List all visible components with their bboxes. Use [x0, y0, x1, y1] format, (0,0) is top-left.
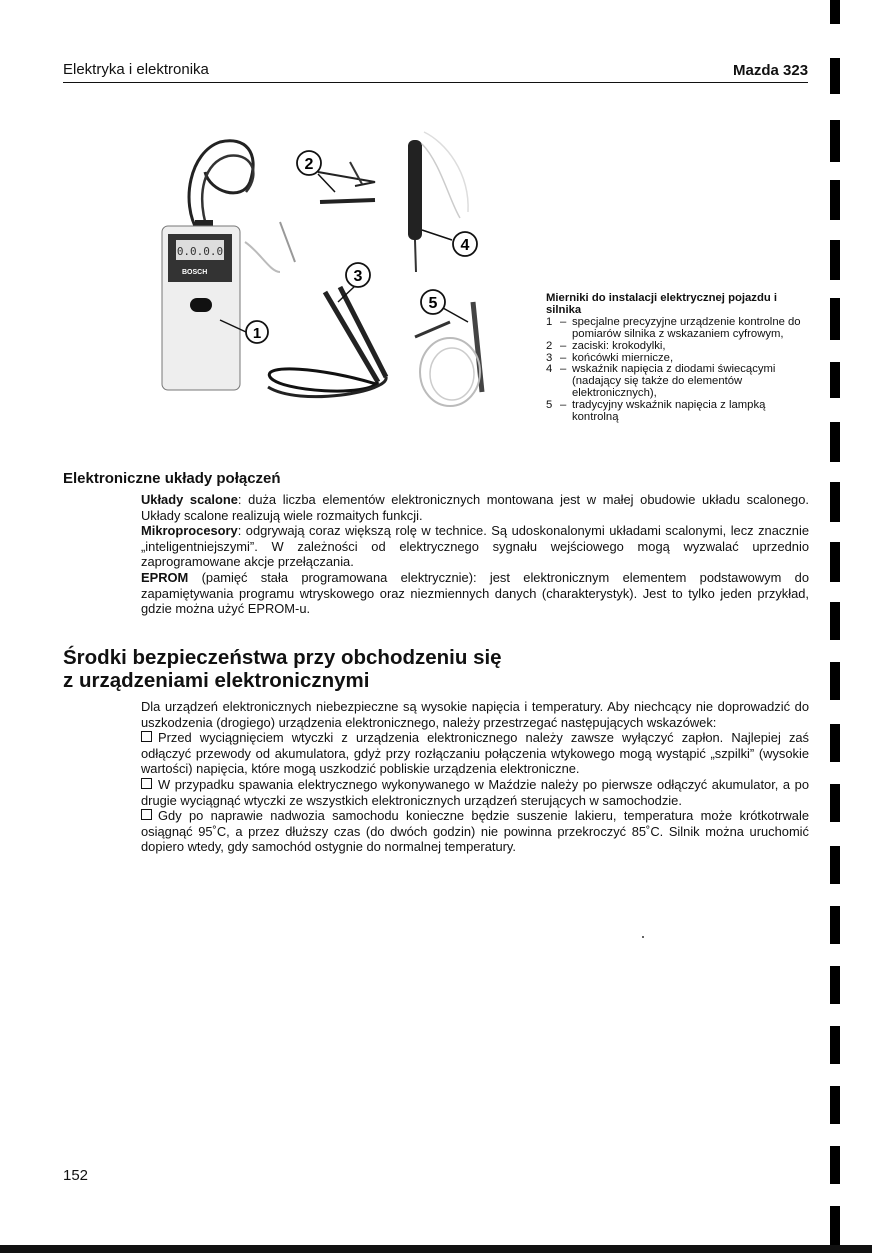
running-header-model: Mazda 323	[733, 62, 809, 79]
safety-item	[141, 808, 809, 855]
caption-item: 1 – specjalne precyzyjne urządzenie kontrolne do pomiarów silnika z wskazaniem cyfrowym,	[546, 317, 811, 341]
caption-item: 4 – wskaźnik napięcia z diodami świecącymi (nadający się także do elementów elektronicznych),	[546, 364, 811, 400]
callout-label-1: 1	[252, 325, 262, 342]
caption-item-text: wskaźnik napięcia z diodami świecącymi (nadający się także do elementów elektronicznych),	[572, 363, 776, 400]
caption-item-number: 2	[546, 339, 553, 352]
edge-mark	[830, 1206, 840, 1246]
page-number: 152	[63, 1167, 89, 1184]
safety-item	[141, 777, 809, 808]
edge-mark	[830, 724, 840, 762]
edge-mark	[830, 542, 840, 582]
edge-mark	[830, 240, 840, 280]
device-display-readout: 0.0.0.0	[176, 245, 224, 258]
figure-caption	[546, 293, 811, 424]
safety-intro: Dla urządzeń elektronicznych niebezpieczne są wysokie napięcia i temperatury. Aby niechcący nie doprowadzić do uszkodzenia (drogiego) urządzenia elektronicznego, należy przestrzegać następujących wskazówek:	[141, 699, 809, 730]
edge-mark	[830, 422, 840, 462]
caption-item: 5 – tradycyjny wskaźnik napięcia z lampką kontrolną	[546, 400, 811, 424]
checkbox-bullet-icon	[141, 809, 152, 820]
edge-mark	[830, 180, 840, 220]
edge-marks	[830, 0, 844, 1253]
checkbox-bullet-icon	[141, 778, 152, 789]
section-body-circuits	[141, 492, 809, 617]
safety-item-text: Przed wyciągnięciem wtyczki z urządzenia elektronicznego należy zawsze wyłączyć zapłon. Najlepiej zaś odłączyć przewody od akumulatora, gdyż przy rozłączaniu połączenia wtykowego mogą wystąpić „szpilki” (wysokie wartości) napięcia, które mogą uszkodzić pobliskie urządzenia elektroniczne.	[141, 730, 809, 777]
safety-item	[141, 730, 809, 777]
caption-item-number: 1	[546, 315, 553, 328]
edge-mark	[830, 362, 840, 398]
testers-figure	[150, 122, 510, 452]
edge-mark	[830, 846, 840, 884]
callout-label-5: 5	[428, 295, 438, 312]
definition: : duża liczba elementów elektronicznych montowana jest w małej obudowie układu scalonego. Układy scalone realizują wiele rozmaitych funkcji.	[141, 492, 809, 523]
running-header-title: Elektryka i elektronika	[63, 61, 209, 78]
edge-mark	[830, 906, 840, 944]
edge-mark	[830, 662, 840, 700]
caption-item-number: 4	[546, 363, 553, 376]
checkbox-bullet-icon	[141, 731, 152, 742]
section-body-safety	[141, 699, 809, 855]
term: Układy scalone	[141, 492, 238, 507]
section-heading-safety	[63, 646, 502, 692]
edge-mark	[830, 0, 840, 24]
callout-5	[421, 290, 468, 322]
section-heading-circuits: Elektroniczne układy połączeń	[63, 470, 281, 487]
callout-2	[297, 151, 335, 192]
edge-mark	[830, 1146, 840, 1184]
lamp-voltage-indicator	[415, 302, 482, 406]
edge-mark	[830, 966, 840, 1004]
paragraph-eprom	[141, 570, 809, 617]
paragraph-integrated-circuits	[141, 492, 809, 523]
definition: : odgrywają coraz większą rolę w technice. Są udoskonalonymi układami scalonymi, lecz znacznie „inteligentniejszymi”. W zależności od elektrycznego sygnału wejściowego mogą wyzwalać uprzednio zaprogramowane akcje przełączania.	[141, 523, 809, 570]
header-rule	[63, 82, 808, 83]
edge-mark	[830, 58, 840, 94]
caption-item-text: specjalne precyzyjne urządzenie kontrolne do pomiarów silnika z wskazaniem cyfrowym,	[572, 315, 801, 340]
caption-item: 2 – zaciski: krokodylki,	[546, 341, 811, 353]
edge-mark	[830, 298, 840, 340]
stray-dot	[642, 936, 644, 938]
edge-mark	[830, 784, 840, 822]
edge-mark	[830, 482, 840, 522]
edge-mark	[830, 602, 840, 640]
bottom-edge-bar	[0, 1245, 872, 1253]
caption-item: 3 – końcówki miernicze,	[546, 353, 811, 365]
caption-title: Mierniki do instalacji elektrycznej pojazdu i silnika	[546, 292, 778, 316]
caption-item-number: 5	[546, 399, 553, 412]
edge-mark	[830, 120, 840, 162]
safety-item-text: W przypadku spawania elektrycznego wykonywanego w Maździe należy po pierwsze odłączyć akumulator, a po drugie wyciągnąć wtyczki ze wszystkich elektronicznych urządzeń sterujących w samochodzie.	[141, 776, 809, 808]
digital-tester-device	[162, 141, 295, 390]
safety-item-text: Gdy po naprawie nadwozia samochodu konieczne będzie suszenie lakieru, temperatura może krótkotrwale osiągnąć 95˚C, a przez dłuższy czas (do dwóch godzin) nie powinna przekroczyć 85˚C. Silnik można uruchomić dopiero wtedy, gdy samochód ostygnie do normalnej temperatury.	[141, 808, 809, 855]
edge-mark	[830, 1026, 840, 1064]
heading-line: Środki bezpieczeństwa przy obchodzeniu się	[63, 646, 502, 669]
paragraph-microprocessors	[141, 523, 809, 570]
callout-label-4: 4	[460, 237, 470, 254]
caption-item-number: 3	[546, 351, 553, 364]
callout-4	[422, 230, 477, 256]
callout-label-3: 3	[353, 268, 363, 285]
term: Mikroprocesory	[141, 523, 238, 539]
heading-line: z urządzeniami elektronicznymi	[63, 669, 370, 692]
definition: (pamięć stała programowana elektrycznie): jest elektronicznym elementem podstawowym do zapamiętywania programu wtryskowego oraz niezmiennych danych (charakterystyk). Jest to tylko jeden przykład, gdzie można użyć EPROM-u.	[141, 569, 809, 617]
edge-mark	[830, 1086, 840, 1124]
caption-item-text: zaciski: krokodylki,	[572, 339, 666, 352]
term: EPROM	[141, 569, 189, 585]
callout-label-2: 2	[304, 156, 314, 173]
caption-item-text: tradycyjny wskaźnik napięcia z lampką kontrolną	[572, 399, 766, 424]
device-brand-label: BOSCH	[182, 269, 208, 276]
test-probes	[268, 287, 386, 397]
caption-item-text: końcówki miernicze,	[572, 351, 674, 364]
